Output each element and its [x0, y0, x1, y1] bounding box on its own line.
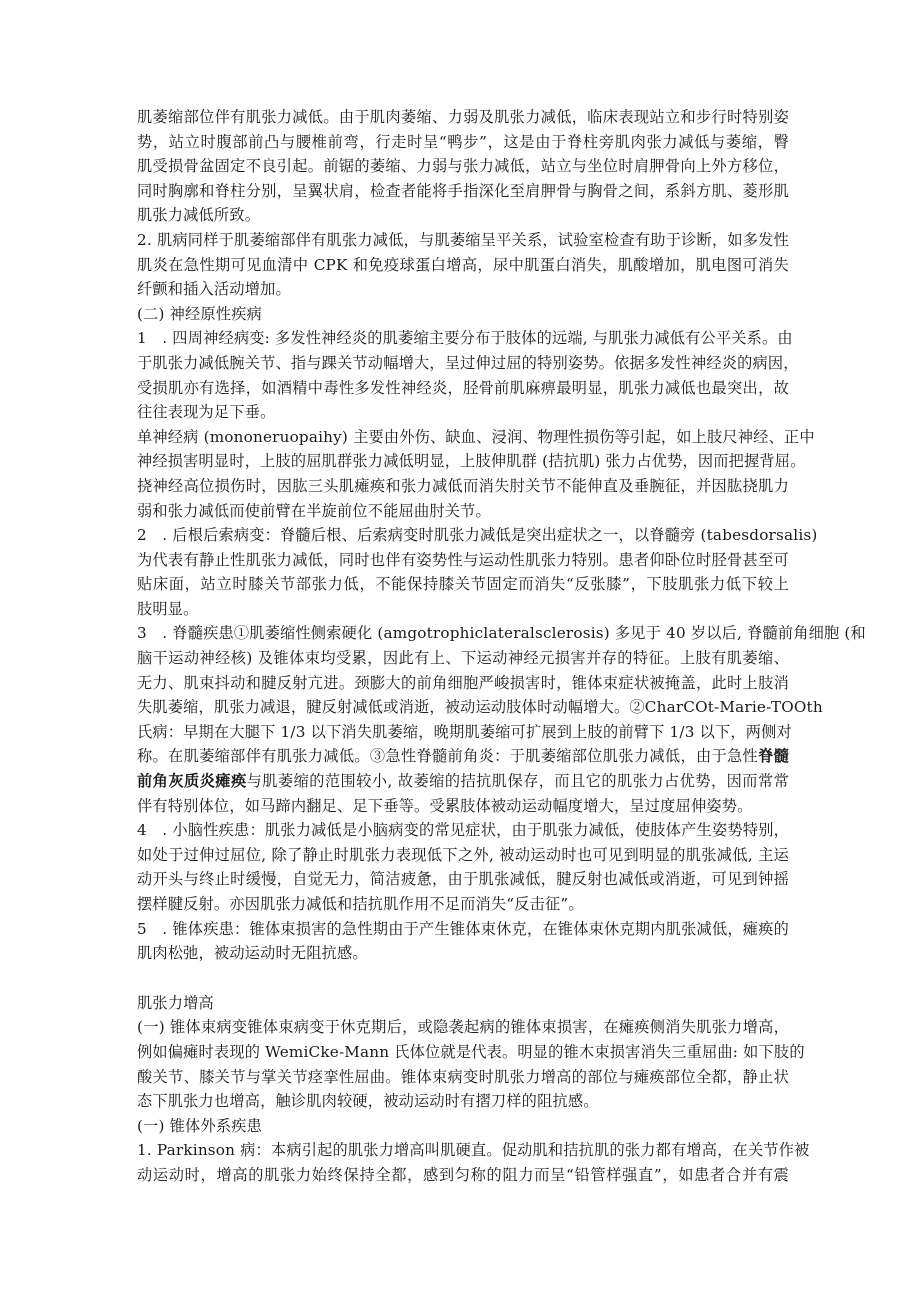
text-line	[137, 154, 789, 179]
text-line	[137, 523, 818, 548]
text-line	[137, 130, 789, 155]
text-line	[137, 744, 789, 769]
text-line	[137, 720, 792, 745]
text-run: 挠神经高位损伤时，因肱三头肌瘫痪和张力减低而消失肘关节不能伸直及垂腕征，并因肱挠肌力	[137, 476, 789, 495]
text-line	[137, 228, 789, 253]
text-run: 称。在肌萎缩部伴有肌张力减低。③急性脊髓前角炎：于肌萎缩部位肌张力减低，由于急性	[137, 747, 759, 766]
text-run: 1. Parkinson 病：本病引起的肌张力增高叫肌硬直。促动肌和拮抗肌的张力都有增高，在关节作被	[137, 1141, 810, 1160]
text-line	[137, 1040, 805, 1065]
text-run: (一) 锥体束病变锥体束病变于休克期后，或隐袭起病的锥体束损害，在瘫痪侧消失肌张力增高，	[137, 1018, 789, 1037]
bold-text-run: 脊髓	[758, 747, 790, 766]
text-line	[137, 621, 866, 646]
text-run: 伴有特别体位，如马蹄内翻足、足下垂等。受累肢体被动运动幅度增大，呈过度屈伸姿势。	[137, 796, 753, 815]
text-line	[137, 917, 789, 942]
text-line	[137, 326, 793, 351]
text-run: (二) 神经原性疾病	[137, 304, 262, 323]
text-run: 脑干运动神经核) 及锥体束均受累，因此有上、下运动神经元损害并存的特征。上肢有肌萎缩、	[137, 649, 789, 668]
text-run: 失肌萎缩，肌张力减退，腱反射减低或消逝，被动运动肢体时动幅增大。②CharCOt-Marie-TOOth	[137, 698, 823, 717]
text-run: 肌萎缩部位伴有肌张力减低。由于肌肉萎缩、力弱及肌张力减低，临床表现站立和步行时特别姿	[137, 108, 789, 126]
text-line	[137, 425, 815, 450]
text-line	[137, 1114, 789, 1139]
text-run: 纤颤和插入活动增加。	[137, 280, 291, 299]
text-line	[137, 376, 789, 401]
text-run: 肌肉松弛，被动运动时无阻抗感。	[137, 944, 368, 963]
text-run: 动运动时，增高的肌张力始终保持全都，感到匀称的阻力而呈“铅管样强直”，如患者合并有震	[137, 1165, 789, 1184]
text-run: 肌张力增高	[137, 993, 214, 1012]
text-line	[137, 572, 789, 597]
text-line	[137, 1015, 789, 1040]
text-line	[137, 105, 789, 130]
text-run: 肌受损骨盆固定不良引起。前锯的萎缩、力弱与张力减低，站立与坐位时肩胛骨向上外方移位，	[137, 157, 789, 176]
text-run: (一) 锥体外系疾患	[137, 1116, 262, 1135]
text-run: 肌炎在急性期可见血清中 CPK 和免疫球蛋白增高，尿中肌蛋白消失，肌酸增加，肌电图可消失	[137, 255, 789, 274]
text-run: 往往表现为足下垂。	[137, 403, 276, 422]
text-run: 与肌萎缩的范围较小, 故萎缩的拮抗肌保存，而且它的肌张力占优势，因而常常	[246, 772, 790, 791]
text-line	[137, 818, 789, 843]
text-run: 肢明显。	[137, 599, 199, 618]
text-line	[137, 203, 789, 228]
document-body	[137, 105, 866, 1188]
text-run: 势，站立时腹部前凸与腰椎前弯，行走时呈“鸭步”，这是由于脊柱旁肌肉张力减低与萎缩，臀	[137, 132, 789, 151]
text-run: 1 . 四周神经病变: 多发性神经炎的肌萎缩主要分布于肢体的远端, 与肌张力减低有公平关系。由	[137, 329, 793, 348]
text-run: 5 . 锥体疾患：锥体束损害的急性期由于产生锥体束休克，在锥体束休克期内肌张减低，瘫痪的	[137, 919, 789, 938]
text-line	[137, 892, 789, 917]
text-line	[137, 646, 789, 671]
text-line	[137, 1065, 789, 1090]
text-line	[137, 179, 789, 204]
text-run: 酸关节、膝关节与掌关节痉挛性屈曲。锥体束病变时肌张力增高的部位与瘫痪部位全都，静止状	[137, 1067, 789, 1086]
text-run: 4 . 小脑性疾患：肌张力减低是小脑病变的常见症状，由于肌张力减低，使肢体产生姿势特别，	[137, 821, 789, 840]
text-run: 为代表有静止性肌张力减低，同时也伴有姿势性与运动性肌张力特别。患者仰卧位时胫骨甚至可	[137, 550, 789, 569]
text-line	[137, 769, 789, 794]
text-run: 弱和张力减低而使前臂在半旋前位不能屈曲肘关节。	[137, 501, 491, 520]
bold-text-run: 前角灰质炎瘫痪	[137, 772, 247, 791]
text-run: 2. 肌病同样于肌萎缩部伴有肌张力减低，与肌萎缩呈平关系，试验室检查有助于诊断，如多发性	[137, 230, 789, 249]
text-line	[137, 843, 789, 868]
text-line	[137, 253, 789, 278]
text-run: 2 . 后根后索病变：脊髓后根、后索病变时肌张力减低是突出症状之一，以脊髓旁 (tabesdorsalis)	[137, 526, 818, 545]
text-line	[137, 1163, 789, 1188]
text-line	[137, 548, 789, 573]
text-run: 氏病：早期在大腿下 1/3 以下消失肌萎缩，晚期肌萎缩可扩展到上肢的前臂下 1/3 以下，两侧对	[137, 722, 792, 741]
text-run: 例如偏瘫时表现的 WemiCke-Mann 氏体位就是代表。明显的锥木束损害消失三重屈曲: 如下肢的	[137, 1042, 805, 1061]
text-line	[137, 695, 823, 720]
text-run: 动开头与终止时缓慢，自觉无力，简洁疲惫，由于肌张减低，腱反射也减低或消逝，可见到钟摇	[137, 870, 789, 889]
text-run: 如处于过伸过屈位, 除了静止时肌张力表现低下之外, 被动运动时也可见到明显的肌张减低, 主运	[137, 845, 789, 864]
text-line	[137, 794, 789, 819]
text-line	[137, 597, 789, 622]
text-run: 态下肌张力也增高，触诊肌肉较硬，被动运动时有摺刀样的阻抗感。	[137, 1092, 599, 1111]
text-line	[137, 1089, 789, 1114]
text-line	[137, 400, 789, 425]
text-line	[137, 351, 799, 376]
text-line	[137, 449, 806, 474]
text-run: 单神经病 (mononeruopaihy) 主要由外伤、缺血、浸润、物理性损伤等引起，如上肢尺神经、正中	[137, 427, 815, 446]
text-line	[137, 671, 789, 696]
text-line	[137, 499, 789, 524]
text-line	[137, 302, 789, 327]
text-line	[137, 277, 789, 302]
text-line	[137, 991, 789, 1016]
text-run: 3 . 脊髓疾患①肌萎缩性侧索硬化 (amgotrophiclateralsclerosis) 多见于 40 岁以后, 脊髓前角细胞 (和	[137, 624, 866, 643]
text-line	[137, 867, 789, 892]
text-run: 神经损害明显时，上肢的屈肌群张力减低明显，上肢伸肌群 (拮抗肌) 张力占优势，因而把握背屈。	[137, 452, 806, 471]
paragraph-gap	[137, 966, 789, 991]
text-line	[137, 1138, 810, 1163]
text-run: 于肌张力减低腕关节、指与踝关节动幅增大，呈过伸过屈的特别姿势。依据多发性神经炎的病因，	[137, 353, 799, 372]
text-run: 受损肌亦有选择，如酒精中毒性多发性神经炎，胫骨前肌麻痹最明显，肌张力减低也最突出，故	[137, 378, 789, 397]
text-run: 无力、肌束抖动和腱反射亢进。颈膨大的前角细胞严峻损害时，锥体束症状被掩盖，此时上肢消	[137, 673, 789, 692]
text-run: 贴床面，站立时膝关节部张力低，不能保持膝关节固定而消失“反张膝”，下肢肌张力低下较上	[137, 575, 789, 594]
text-line	[137, 941, 789, 966]
text-run: 同时胸廓和脊柱分别，呈翼状肩，检查者能将手指深化至肩胛骨与胸骨之间，系斜方肌、菱形肌	[137, 181, 789, 200]
text-run: 摆样腱反射。亦因肌张力减低和拮抗肌作用不足而消失“反击征”。	[137, 895, 584, 913]
text-line	[137, 474, 789, 499]
text-run: 肌张力减低所致。	[137, 206, 261, 225]
